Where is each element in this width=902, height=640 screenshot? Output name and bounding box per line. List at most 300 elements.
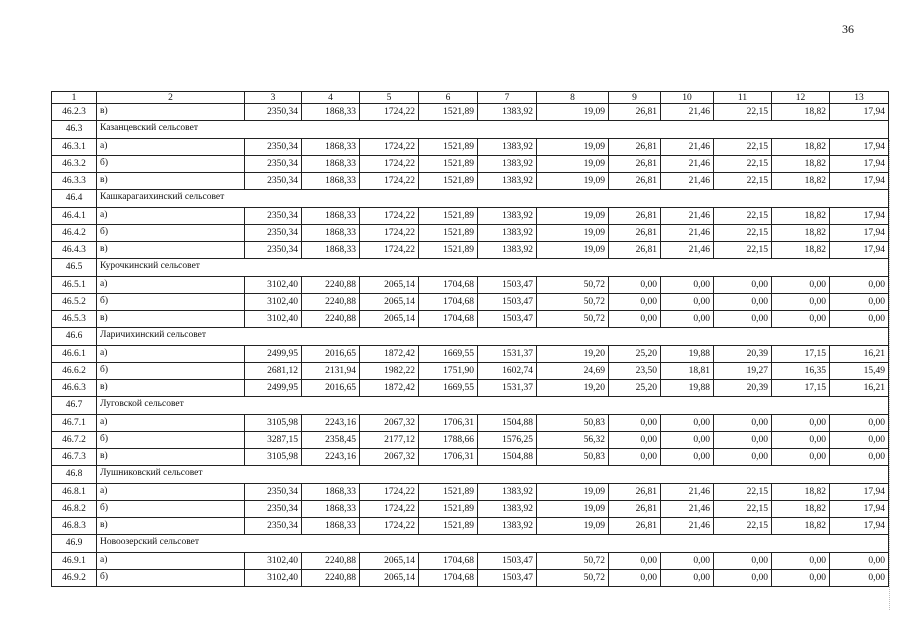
value-cell: 0,00 [830, 415, 889, 432]
value-cell: 0,00 [714, 449, 772, 466]
value-cell: 0,00 [714, 294, 772, 311]
value-cell: 50,72 [537, 570, 609, 587]
header-row [52, 92, 889, 104]
section-name: Казанцевский сельсовет [97, 121, 889, 139]
value-cell: 16,35 [772, 363, 830, 380]
value-cell: 0,00 [830, 294, 889, 311]
value-cell: 0,00 [661, 449, 714, 466]
value-cell: 0,00 [661, 294, 714, 311]
value-cell: 1704,68 [419, 553, 478, 570]
value-cell: 50,83 [537, 415, 609, 432]
value-cell: 1521,89 [419, 501, 478, 518]
value-cell: 1706,31 [419, 415, 478, 432]
value-cell: 1383,92 [478, 156, 537, 173]
value-cell: 26,81 [609, 518, 661, 535]
value-cell: 26,81 [609, 242, 661, 259]
column-number-header: 2 [97, 92, 245, 104]
section-name: Лушниковский сельсовет [97, 466, 889, 484]
section-name: Новоозерский сельсовет [97, 535, 889, 553]
table-row [52, 484, 889, 501]
value-cell: 20,39 [714, 346, 772, 363]
value-cell: 2177,12 [360, 432, 419, 449]
value-cell: 3102,40 [245, 553, 302, 570]
value-cell: 0,00 [714, 432, 772, 449]
value-cell: 1868,33 [302, 104, 360, 121]
value-cell: 26,81 [609, 156, 661, 173]
value-cell: 1868,33 [302, 139, 360, 156]
column-number-header: 5 [360, 92, 419, 104]
value-cell: 21,46 [661, 173, 714, 190]
column-number-header: 9 [609, 92, 661, 104]
value-cell: 2350,34 [245, 208, 302, 225]
value-cell: 17,94 [830, 173, 889, 190]
row-code: 46.3.2 [52, 156, 97, 173]
section-row [52, 121, 889, 139]
value-cell: 2067,32 [360, 449, 419, 466]
value-cell: 1751,90 [419, 363, 478, 380]
value-cell: 0,00 [609, 415, 661, 432]
column-number-header: 3 [245, 92, 302, 104]
table-row [52, 363, 889, 380]
scan-edge [889, 140, 891, 610]
value-cell: 1383,92 [478, 484, 537, 501]
row-subitem: а) [97, 484, 245, 501]
row-code: 46.4.2 [52, 225, 97, 242]
value-cell: 2065,14 [360, 570, 419, 587]
value-cell: 0,00 [609, 449, 661, 466]
row-subitem: а) [97, 277, 245, 294]
value-cell: 2499,95 [245, 380, 302, 397]
value-cell: 50,72 [537, 311, 609, 328]
value-cell: 2350,34 [245, 225, 302, 242]
value-cell: 17,94 [830, 156, 889, 173]
value-cell: 22,15 [714, 104, 772, 121]
value-cell: 0,00 [830, 432, 889, 449]
value-cell: 0,00 [609, 570, 661, 587]
value-cell: 18,82 [772, 139, 830, 156]
value-cell: 0,00 [609, 432, 661, 449]
value-cell: 1868,33 [302, 501, 360, 518]
value-cell: 26,81 [609, 208, 661, 225]
value-cell: 2350,34 [245, 484, 302, 501]
column-number-header: 1 [52, 92, 97, 104]
row-code: 46.6.2 [52, 363, 97, 380]
table-row [52, 242, 889, 259]
value-cell: 20,39 [714, 380, 772, 397]
value-cell: 1602,74 [478, 363, 537, 380]
value-cell: 1521,89 [419, 156, 478, 173]
row-code: 46.7.2 [52, 432, 97, 449]
row-code: 46.8.1 [52, 484, 97, 501]
value-cell: 1704,68 [419, 311, 478, 328]
value-cell: 56,32 [537, 432, 609, 449]
row-code: 46.8.2 [52, 501, 97, 518]
row-subitem: б) [97, 225, 245, 242]
row-code: 46.4.1 [52, 208, 97, 225]
value-cell: 0,00 [830, 553, 889, 570]
section-row [52, 397, 889, 415]
value-cell: 1982,22 [360, 363, 419, 380]
value-cell: 26,81 [609, 104, 661, 121]
row-subitem: а) [97, 346, 245, 363]
row-subitem: а) [97, 553, 245, 570]
value-cell: 2350,34 [245, 173, 302, 190]
row-code: 46.6 [52, 328, 97, 346]
value-cell: 19,09 [537, 242, 609, 259]
row-code: 46.5 [52, 259, 97, 277]
value-cell: 19,20 [537, 380, 609, 397]
value-cell: 21,46 [661, 242, 714, 259]
value-cell: 1724,22 [360, 484, 419, 501]
value-cell: 1521,89 [419, 484, 478, 501]
value-cell: 1872,42 [360, 380, 419, 397]
value-cell: 1724,22 [360, 242, 419, 259]
row-code: 46.7.1 [52, 415, 97, 432]
value-cell: 1383,92 [478, 104, 537, 121]
value-cell: 26,81 [609, 173, 661, 190]
table-body [52, 92, 889, 587]
row-code: 46.9.1 [52, 553, 97, 570]
row-subitem: в) [97, 449, 245, 466]
value-cell: 1868,33 [302, 242, 360, 259]
value-cell: 18,82 [772, 225, 830, 242]
table-row [52, 346, 889, 363]
table-row [52, 173, 889, 190]
value-cell: 19,27 [714, 363, 772, 380]
row-subitem: б) [97, 156, 245, 173]
value-cell: 19,09 [537, 104, 609, 121]
table-row [52, 570, 889, 587]
table-row [52, 415, 889, 432]
value-cell: 0,00 [609, 553, 661, 570]
value-cell: 0,00 [661, 415, 714, 432]
value-cell: 21,46 [661, 156, 714, 173]
table-row [52, 449, 889, 466]
value-cell: 1724,22 [360, 501, 419, 518]
section-name: Ларичихинский сельсовет [97, 328, 889, 346]
section-row [52, 259, 889, 277]
value-cell: 0,00 [772, 277, 830, 294]
value-cell: 0,00 [661, 311, 714, 328]
table-row [52, 104, 889, 121]
row-subitem: б) [97, 570, 245, 587]
table-row [52, 139, 889, 156]
row-subitem: в) [97, 242, 245, 259]
value-cell: 1868,33 [302, 156, 360, 173]
value-cell: 17,94 [830, 139, 889, 156]
value-cell: 1872,42 [360, 346, 419, 363]
value-cell: 1531,37 [478, 380, 537, 397]
value-cell: 25,20 [609, 346, 661, 363]
value-cell: 19,09 [537, 484, 609, 501]
value-cell: 2065,14 [360, 277, 419, 294]
value-cell: 3102,40 [245, 570, 302, 587]
value-cell: 1576,25 [478, 432, 537, 449]
table-row [52, 432, 889, 449]
value-cell: 0,00 [661, 553, 714, 570]
value-cell: 1521,89 [419, 173, 478, 190]
value-cell: 1724,22 [360, 139, 419, 156]
value-cell: 19,09 [537, 225, 609, 242]
row-code: 46.7 [52, 397, 97, 415]
table-row [52, 294, 889, 311]
value-cell: 17,94 [830, 518, 889, 535]
value-cell: 3102,40 [245, 277, 302, 294]
value-cell: 2358,45 [302, 432, 360, 449]
value-cell: 1383,92 [478, 501, 537, 518]
value-cell: 0,00 [772, 449, 830, 466]
value-cell: 22,15 [714, 242, 772, 259]
value-cell: 2240,88 [302, 311, 360, 328]
value-cell: 17,94 [830, 208, 889, 225]
value-cell: 19,09 [537, 139, 609, 156]
value-cell: 2065,14 [360, 311, 419, 328]
value-cell: 1704,68 [419, 277, 478, 294]
row-subitem: в) [97, 173, 245, 190]
table-row [52, 380, 889, 397]
value-cell: 1503,47 [478, 311, 537, 328]
value-cell: 26,81 [609, 501, 661, 518]
value-cell: 1724,22 [360, 104, 419, 121]
section-name: Кашкарагаихинский сельсовет [97, 190, 889, 208]
value-cell: 1521,89 [419, 518, 478, 535]
table-row [52, 553, 889, 570]
value-cell: 22,15 [714, 139, 772, 156]
row-code: 46.3.1 [52, 139, 97, 156]
value-cell: 17,94 [830, 242, 889, 259]
column-number-header: 4 [302, 92, 360, 104]
value-cell: 19,09 [537, 156, 609, 173]
value-cell: 3287,15 [245, 432, 302, 449]
value-cell: 18,82 [772, 484, 830, 501]
value-cell: 1788,66 [419, 432, 478, 449]
page-number: 36 [842, 22, 854, 36]
value-cell: 17,15 [772, 380, 830, 397]
section-row [52, 190, 889, 208]
value-cell: 2065,14 [360, 553, 419, 570]
tariff-table [51, 91, 889, 587]
value-cell: 21,46 [661, 484, 714, 501]
table-row [52, 311, 889, 328]
value-cell: 24,69 [537, 363, 609, 380]
value-cell: 22,15 [714, 156, 772, 173]
value-cell: 22,15 [714, 484, 772, 501]
value-cell: 17,94 [830, 104, 889, 121]
value-cell: 2350,34 [245, 139, 302, 156]
value-cell: 16,21 [830, 380, 889, 397]
value-cell: 50,72 [537, 553, 609, 570]
value-cell: 0,00 [830, 570, 889, 587]
row-subitem: б) [97, 363, 245, 380]
row-code: 46.2.3 [52, 104, 97, 121]
value-cell: 21,46 [661, 208, 714, 225]
value-cell: 1503,47 [478, 553, 537, 570]
value-cell: 18,82 [772, 518, 830, 535]
value-cell: 0,00 [772, 311, 830, 328]
row-code: 46.4.3 [52, 242, 97, 259]
value-cell: 1504,88 [478, 449, 537, 466]
column-number-header: 10 [661, 92, 714, 104]
value-cell: 0,00 [772, 553, 830, 570]
value-cell: 3102,40 [245, 311, 302, 328]
value-cell: 22,15 [714, 173, 772, 190]
value-cell: 21,46 [661, 225, 714, 242]
row-subitem: в) [97, 518, 245, 535]
value-cell: 17,94 [830, 225, 889, 242]
value-cell: 0,00 [609, 294, 661, 311]
section-row [52, 466, 889, 484]
row-code: 46.3 [52, 121, 97, 139]
value-cell: 2240,88 [302, 277, 360, 294]
value-cell: 17,94 [830, 484, 889, 501]
value-cell: 2499,95 [245, 346, 302, 363]
value-cell: 50,83 [537, 449, 609, 466]
row-code: 46.9 [52, 535, 97, 553]
row-subitem: а) [97, 139, 245, 156]
value-cell: 18,82 [772, 104, 830, 121]
column-number-header: 11 [714, 92, 772, 104]
value-cell: 1521,89 [419, 208, 478, 225]
row-code: 46.8.3 [52, 518, 97, 535]
value-cell: 1868,33 [302, 173, 360, 190]
value-cell: 1521,89 [419, 225, 478, 242]
value-cell: 19,88 [661, 380, 714, 397]
row-subitem: а) [97, 208, 245, 225]
value-cell: 18,82 [772, 156, 830, 173]
section-name: Луговской сельсовет [97, 397, 889, 415]
row-code: 46.4 [52, 190, 97, 208]
value-cell: 50,72 [537, 277, 609, 294]
value-cell: 1724,22 [360, 225, 419, 242]
value-cell: 19,09 [537, 173, 609, 190]
value-cell: 1724,22 [360, 173, 419, 190]
value-cell: 1868,33 [302, 225, 360, 242]
value-cell: 1503,47 [478, 294, 537, 311]
column-number-header: 8 [537, 92, 609, 104]
value-cell: 22,15 [714, 501, 772, 518]
value-cell: 0,00 [772, 415, 830, 432]
value-cell: 1669,55 [419, 346, 478, 363]
section-name: Курочкинский сельсовет [97, 259, 889, 277]
row-code: 46.3.3 [52, 173, 97, 190]
value-cell: 0,00 [714, 553, 772, 570]
value-cell: 22,15 [714, 208, 772, 225]
row-code: 46.7.3 [52, 449, 97, 466]
value-cell: 19,20 [537, 346, 609, 363]
value-cell: 0,00 [714, 570, 772, 587]
value-cell: 19,09 [537, 208, 609, 225]
row-code: 46.5.1 [52, 277, 97, 294]
value-cell: 2350,34 [245, 156, 302, 173]
value-cell: 21,46 [661, 104, 714, 121]
value-cell: 1706,31 [419, 449, 478, 466]
value-cell: 18,82 [772, 173, 830, 190]
value-cell: 26,81 [609, 139, 661, 156]
value-cell: 19,09 [537, 501, 609, 518]
value-cell: 1503,47 [478, 570, 537, 587]
value-cell: 1383,92 [478, 173, 537, 190]
row-code: 46.6.1 [52, 346, 97, 363]
value-cell: 1531,37 [478, 346, 537, 363]
value-cell: 0,00 [661, 277, 714, 294]
value-cell: 1868,33 [302, 518, 360, 535]
column-number-header: 13 [830, 92, 889, 104]
value-cell: 2067,32 [360, 415, 419, 432]
column-number-header: 12 [772, 92, 830, 104]
value-cell: 2350,34 [245, 242, 302, 259]
row-code: 46.6.3 [52, 380, 97, 397]
value-cell: 1504,88 [478, 415, 537, 432]
value-cell: 1503,47 [478, 277, 537, 294]
value-cell: 3105,98 [245, 449, 302, 466]
row-subitem: в) [97, 311, 245, 328]
table-row [52, 277, 889, 294]
value-cell: 2240,88 [302, 553, 360, 570]
value-cell: 3102,40 [245, 294, 302, 311]
value-cell: 1521,89 [419, 139, 478, 156]
value-cell: 1704,68 [419, 570, 478, 587]
value-cell: 2350,34 [245, 518, 302, 535]
row-code: 46.9.2 [52, 570, 97, 587]
value-cell: 25,20 [609, 380, 661, 397]
table-row [52, 208, 889, 225]
value-cell: 2240,88 [302, 570, 360, 587]
value-cell: 2016,65 [302, 380, 360, 397]
value-cell: 2016,65 [302, 346, 360, 363]
value-cell: 1704,68 [419, 294, 478, 311]
table-row [52, 501, 889, 518]
value-cell: 1669,55 [419, 380, 478, 397]
value-cell: 1724,22 [360, 518, 419, 535]
table-row [52, 225, 889, 242]
value-cell: 0,00 [772, 570, 830, 587]
value-cell: 0,00 [714, 277, 772, 294]
value-cell: 0,00 [609, 277, 661, 294]
value-cell: 17,15 [772, 346, 830, 363]
value-cell: 2350,34 [245, 501, 302, 518]
value-cell: 1521,89 [419, 104, 478, 121]
value-cell: 18,82 [772, 208, 830, 225]
value-cell: 2065,14 [360, 294, 419, 311]
value-cell: 26,81 [609, 225, 661, 242]
value-cell: 21,46 [661, 139, 714, 156]
value-cell: 0,00 [714, 415, 772, 432]
value-cell: 0,00 [661, 570, 714, 587]
value-cell: 1383,92 [478, 225, 537, 242]
value-cell: 50,72 [537, 294, 609, 311]
row-subitem: б) [97, 294, 245, 311]
section-row [52, 535, 889, 553]
value-cell: 18,82 [772, 242, 830, 259]
value-cell: 18,81 [661, 363, 714, 380]
value-cell: 19,09 [537, 518, 609, 535]
row-subitem: в) [97, 104, 245, 121]
value-cell: 0,00 [609, 311, 661, 328]
value-cell: 1383,92 [478, 242, 537, 259]
row-subitem: а) [97, 415, 245, 432]
value-cell: 0,00 [661, 432, 714, 449]
value-cell: 17,94 [830, 501, 889, 518]
value-cell: 2240,88 [302, 294, 360, 311]
value-cell: 23,50 [609, 363, 661, 380]
value-cell: 1724,22 [360, 156, 419, 173]
value-cell: 0,00 [830, 449, 889, 466]
value-cell: 26,81 [609, 484, 661, 501]
value-cell: 3105,98 [245, 415, 302, 432]
value-cell: 1383,92 [478, 139, 537, 156]
value-cell: 1383,92 [478, 518, 537, 535]
value-cell: 2243,16 [302, 449, 360, 466]
